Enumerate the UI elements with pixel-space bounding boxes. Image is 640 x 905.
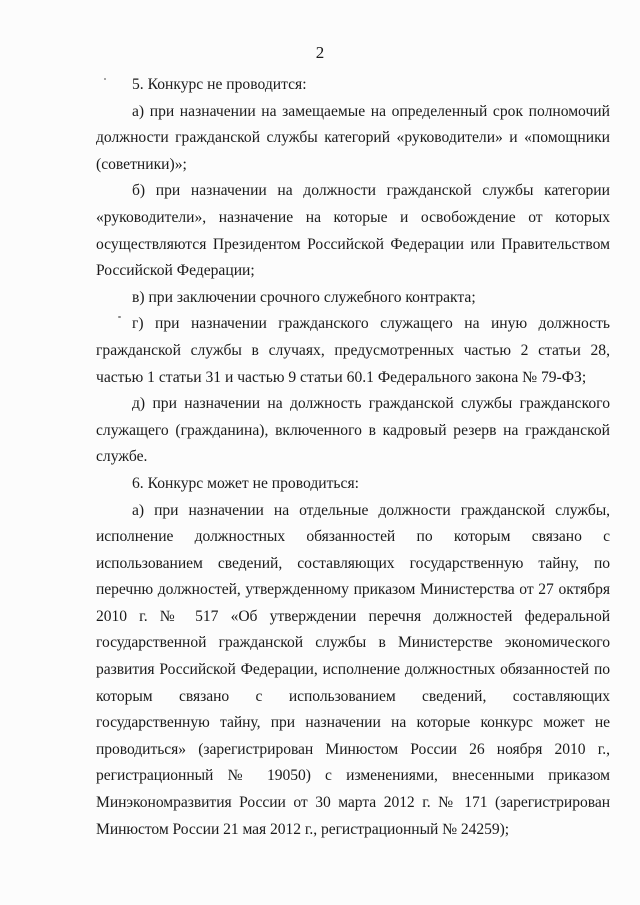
paragraph-5b: б) при назначении на должности гражданской службы категории «руководители», назначение на которые и освобождение от которых осуществляются Президентом Российской Федерации или Правительством Российской Федерации; (96, 182, 610, 280)
page-number: 2 (315, 43, 325, 62)
paragraph-6a: а) при назначении на отдельные должности гражданской службы, исполнение должностных обязанностей по которым связано с использованием сведений, составляющих государственную тайну, по перечню должностей, утвержденному приказом Министерства от 27 октября 2010 г. № 517 «Об утверждении перечня должностей федеральной государственной гражданской службы в Министерстве экономического развития Российской Федерации, исполнение должностных обязанностей по которым связано с использованием сведений, составляющих государственную тайну, при назначении на которые конкурс может не проводиться» (зарегистрирован Минюстом России 26 ноября 2010 г., регистрационный № 19050) с изменениями, внесенными приказом Минэкономразвития России от 30 марта 2012 г. № 171 (зарегистрирован Минюстом России 21 мая 2012 г., регистрационный № 24259); (96, 501, 610, 838)
paragraph-5d: д) при назначении на должность гражданской службы гражданского служащего (гражданина), включенного в кадровый резерв на гражданской службе. (96, 395, 610, 466)
paragraph-5g: г) при назначении гражданского служащего на иную должность гражданской службы в случаях, предусмотренных частью 2 статьи 28, частью 1 статьи 31 и частью 9 статьи 60.1 Федерального закона № 79-ФЗ; (96, 315, 610, 386)
paragraph-6: 6. Конкурс может не проводиться: (132, 474, 359, 492)
paragraph-5v: в) при заключении срочного служебного контракта; (132, 288, 476, 306)
document-body (96, 72, 610, 843)
paragraph-5a: а) при назначении на замещаемые на определенный срок полномочий должности гражданской службы категорий «руководители» и «помощники (советники)»; (96, 102, 610, 173)
paragraph-5: 5. Конкурс не проводится: (132, 76, 307, 93)
